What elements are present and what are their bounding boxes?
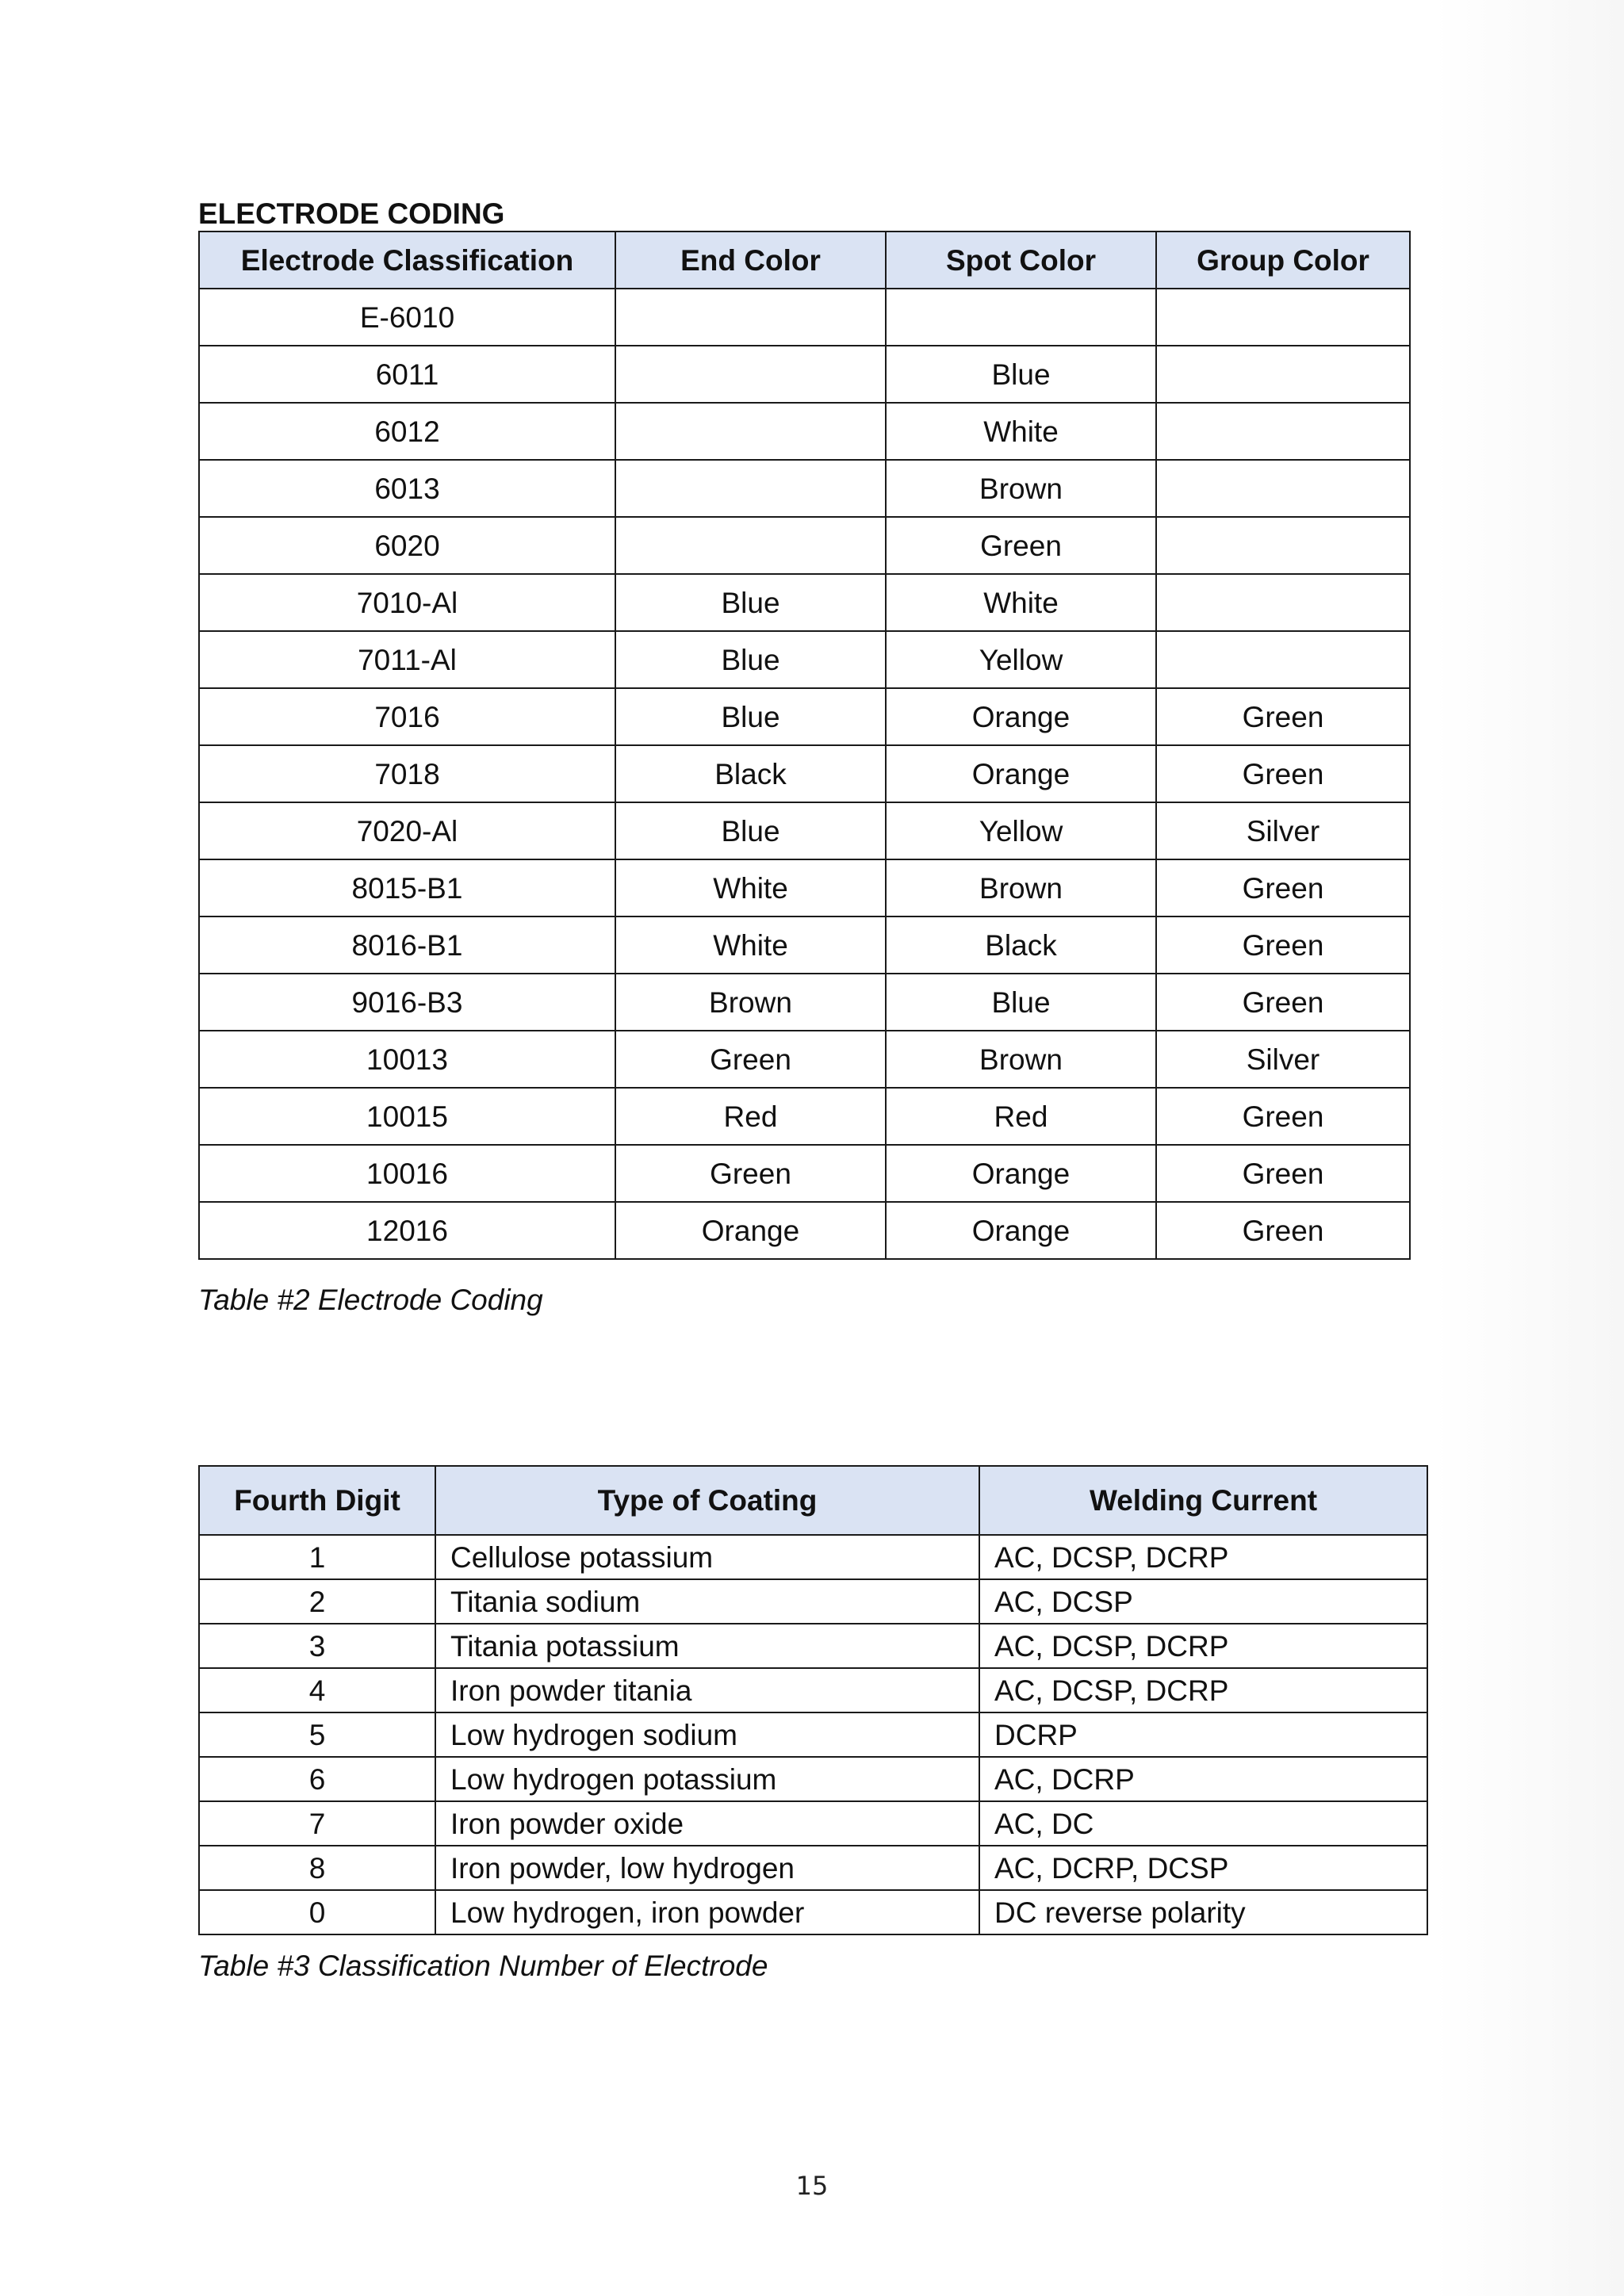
table-row [199,1031,1410,1088]
table-cell: 8016-B1 [199,916,615,974]
table-cell: 2 [199,1579,435,1624]
table-row [199,1624,1427,1668]
table-row [199,460,1410,517]
table-cell: Green [1156,1202,1410,1259]
table-cell: DCRP [979,1712,1427,1757]
table-cell: 7010-Al [199,574,615,631]
table-cell: Orange [615,1202,886,1259]
table-cell: 6020 [199,517,615,574]
page-number: 15 [795,2171,829,2201]
table-row [199,1846,1427,1890]
table-cell [615,289,886,346]
table-cell: Green [615,1145,886,1202]
electrode-coding-table [198,231,1411,1260]
table-cell [1156,631,1410,688]
table-cell [1156,460,1410,517]
table-cell: AC, DCSP, DCRP [979,1535,1427,1579]
table-row [199,403,1410,460]
table-cell [1156,346,1410,403]
table-row [199,916,1410,974]
table-cell: Green [886,517,1156,574]
column-header-group-color: Group Color [1156,232,1410,289]
table-cell: Green [1156,859,1410,916]
table-row [199,1712,1427,1757]
table-cell: 5 [199,1712,435,1757]
table-cell: Low hydrogen potassium [435,1757,979,1801]
table-cell: Green [1156,745,1410,802]
table-row [199,631,1410,688]
table-cell: Orange [886,1202,1156,1259]
table-cell: 6011 [199,346,615,403]
electrode-coding-table-body [199,289,1410,1259]
column-header-welding-current: Welding Current [979,1466,1427,1535]
table-cell [886,289,1156,346]
table-cell: AC, DC [979,1801,1427,1846]
section-heading: ELECTRODE CODING [198,197,505,230]
table-cell: Blue [615,802,886,859]
table-cell: DC reverse polarity [979,1890,1427,1934]
table-cell: 10013 [199,1031,615,1088]
table-row [199,802,1410,859]
table-cell: 6012 [199,403,615,460]
table-cell [615,517,886,574]
table-row [199,1668,1427,1712]
table-cell: Green [1156,916,1410,974]
classification-number-table-body [199,1535,1427,1934]
table-cell [1156,403,1410,460]
table-cell: AC, DCSP [979,1579,1427,1624]
table-cell: Blue [886,346,1156,403]
table-cell: Iron powder oxide [435,1801,979,1846]
column-header-fourth-digit: Fourth Digit [199,1466,435,1535]
table-row [199,574,1410,631]
table-cell: Blue [886,974,1156,1031]
table-cell: 1 [199,1535,435,1579]
table-cell: Green [615,1031,886,1088]
table-cell: Blue [615,631,886,688]
table-cell: 7016 [199,688,615,745]
table-row [199,289,1410,346]
table-cell: Brown [886,1031,1156,1088]
table-cell: Green [1156,974,1410,1031]
table-cell: AC, DCRP, DCSP [979,1846,1427,1890]
table-cell: 3 [199,1624,435,1668]
table-cell [1156,517,1410,574]
column-header-spot-color: Spot Color [886,232,1156,289]
table-cell: Cellulose potassium [435,1535,979,1579]
table-cell: AC, DCSP, DCRP [979,1668,1427,1712]
table-cell: 10016 [199,1145,615,1202]
table-cell: E-6010 [199,289,615,346]
table-cell: Yellow [886,802,1156,859]
table-cell: Low hydrogen, iron powder [435,1890,979,1934]
table-cell: Iron powder, low hydrogen [435,1846,979,1890]
table-row [199,859,1410,916]
table-cell: 6 [199,1757,435,1801]
table-cell: White [886,403,1156,460]
table-cell [615,346,886,403]
table-row [199,1890,1427,1934]
table-3-caption: Table #3 Classification Number of Electrode [198,1950,768,1982]
table-cell: AC, DCSP, DCRP [979,1624,1427,1668]
table-cell: 6013 [199,460,615,517]
table-cell: White [615,916,886,974]
table-cell: 12016 [199,1202,615,1259]
table-cell: Titania potassium [435,1624,979,1668]
table-cell: Orange [886,745,1156,802]
table-cell: Blue [615,574,886,631]
table-cell: Brown [886,859,1156,916]
table-row [199,1757,1427,1801]
table-row [199,1535,1427,1579]
table-cell: Low hydrogen sodium [435,1712,979,1757]
table-cell [615,460,886,517]
table-row [199,688,1410,745]
table-cell: Green [1156,1145,1410,1202]
table-cell [1156,574,1410,631]
table-row [199,1202,1410,1259]
table-cell: 8015-B1 [199,859,615,916]
table-cell [615,403,886,460]
table-cell: Green [1156,688,1410,745]
table-cell: Black [886,916,1156,974]
table-cell: Silver [1156,1031,1410,1088]
table-cell: 7 [199,1801,435,1846]
column-header-end-color: End Color [615,232,886,289]
table-row [199,1088,1410,1145]
table-cell: 10015 [199,1088,615,1145]
table-cell: 7011-Al [199,631,615,688]
table-cell: Green [1156,1088,1410,1145]
table-cell: Yellow [886,631,1156,688]
table-cell: Orange [886,1145,1156,1202]
table-cell: White [615,859,886,916]
table-header-row [199,1466,1427,1535]
table-cell: Titania sodium [435,1579,979,1624]
table-row [199,974,1410,1031]
table-cell: White [886,574,1156,631]
table-cell: Brown [886,460,1156,517]
table-cell: Iron powder titania [435,1668,979,1712]
table-row [199,1579,1427,1624]
page-edge-shadow [1434,0,1624,2296]
table-cell: 7018 [199,745,615,802]
table-cell: Brown [615,974,886,1031]
table-cell: AC, DCRP [979,1757,1427,1801]
classification-number-table [198,1465,1428,1935]
column-header-electrode-classification: Electrode Classification [199,232,615,289]
table-2-caption: Table #2 Electrode Coding [198,1284,543,1316]
table-cell: 8 [199,1846,435,1890]
table-row [199,745,1410,802]
table-cell: Red [886,1088,1156,1145]
table-cell: 0 [199,1890,435,1934]
table-cell: Black [615,745,886,802]
table-cell [1156,289,1410,346]
table-cell: 7020-Al [199,802,615,859]
table-cell: Red [615,1088,886,1145]
table-cell: Orange [886,688,1156,745]
table-row [199,1145,1410,1202]
table-header-row [199,232,1410,289]
table-row [199,1801,1427,1846]
table-cell: Silver [1156,802,1410,859]
table-cell: 4 [199,1668,435,1712]
table-row [199,346,1410,403]
table-cell: 9016-B3 [199,974,615,1031]
column-header-type-of-coating: Type of Coating [435,1466,979,1535]
table-row [199,517,1410,574]
table-cell: Blue [615,688,886,745]
